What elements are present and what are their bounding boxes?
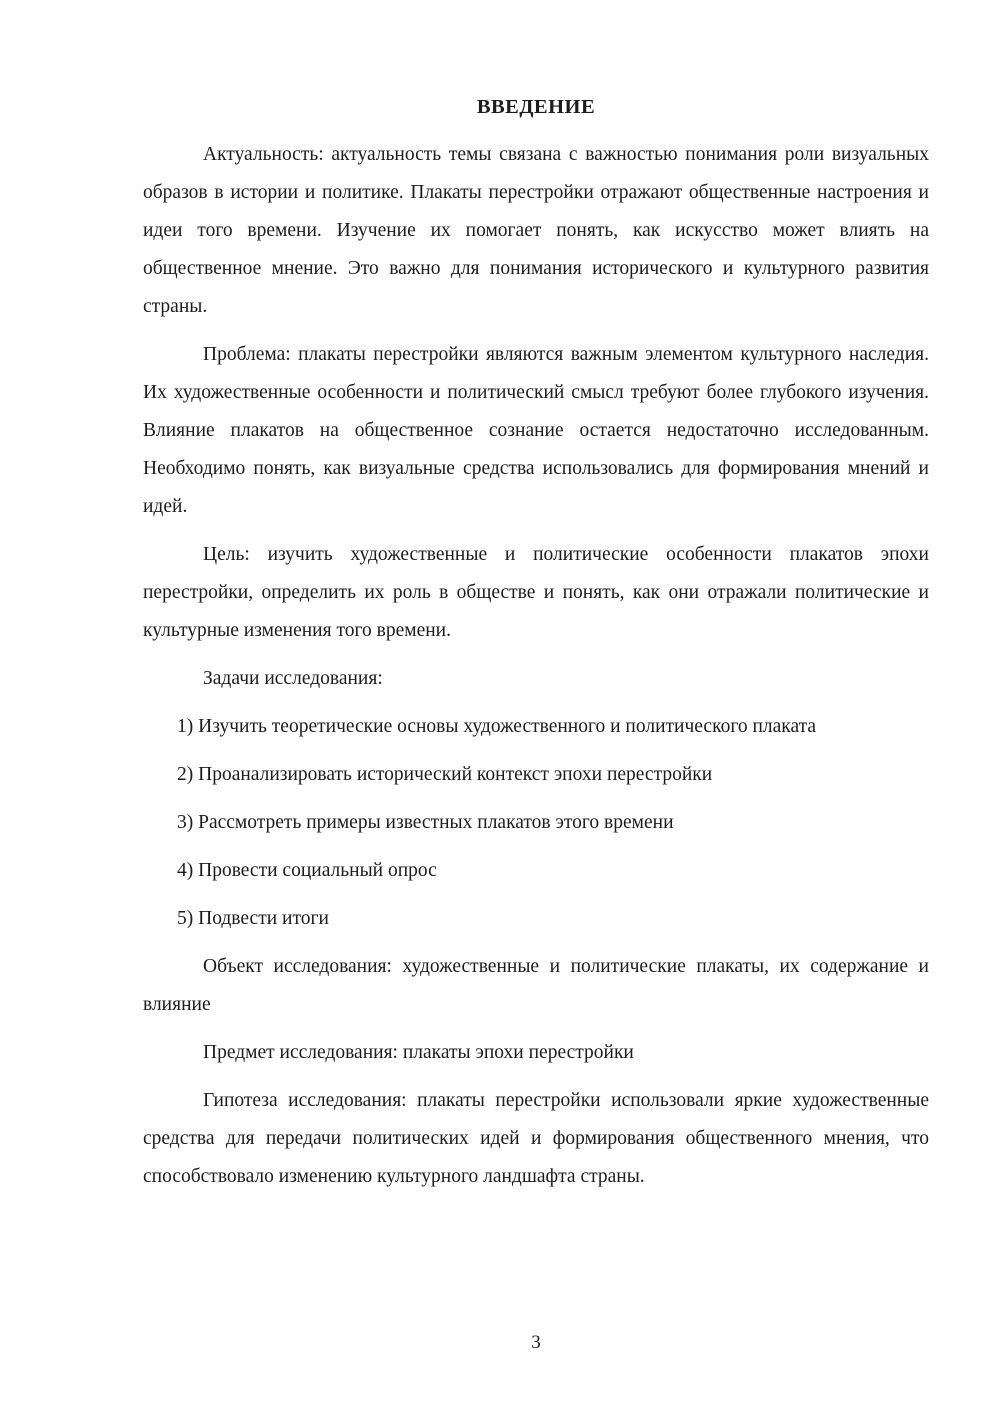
task-item-4: 4) Провести социальный опрос xyxy=(177,860,437,881)
paragraph-predmet: Предмет исследования: плакаты эпохи перестройки xyxy=(203,1042,634,1063)
paragraph-gipoteza: Гипотеза исследования: плакаты перестройки использовали яркие художественные средства для передачи политических идей и формирования общественного мнения, что способствовало изменению культурного ландшафта страны. xyxy=(143,1090,929,1187)
paragraph-zadachi-heading: Задачи исследования: xyxy=(203,668,383,689)
page-number: 3 xyxy=(531,1332,541,1353)
task-item-2: 2) Проанализировать исторический контекст эпохи перестройки xyxy=(177,764,713,785)
paragraph-aktualnost: Актуальность: актуальность темы связана с важностью понимания роли визуальных образов в истории и политике. Плакаты перестройки отражают общественные настроения и идеи того времени. Изучение их помогает понять, как искусство может влиять на общественное мнение. Это важно для понимания исторического и культурного развития страны. xyxy=(143,144,929,317)
task-item-3: 3) Рассмотреть примеры известных плакатов этого времени xyxy=(177,812,674,833)
paragraph-problema: Проблема: плакаты перестройки являются важным элементом культурного наследия. Их художественные особенности и политический смысл требуют более глубокого изучения. Влияние плакатов на общественное сознание остается недостаточно исследованным. Необходимо понять, как визуальные средства использовались для формирования мнений и идей. xyxy=(143,344,929,517)
paragraph-tsel: Цель: изучить художественные и политические особенности плакатов эпохи перестройки, определить их роль в обществе и понять, как они отражали политические и культурные изменения того времени. xyxy=(143,544,929,641)
page-title: ВВЕДЕНИЕ xyxy=(476,96,596,118)
task-item-5: 5) Подвести итоги xyxy=(177,908,329,929)
paragraph-obyekt: Объект исследования: художественные и политические плакаты, их содержание и влияние xyxy=(143,956,929,1015)
task-item-1: 1) Изучить теоретические основы художественного и политического плаката xyxy=(177,716,817,737)
